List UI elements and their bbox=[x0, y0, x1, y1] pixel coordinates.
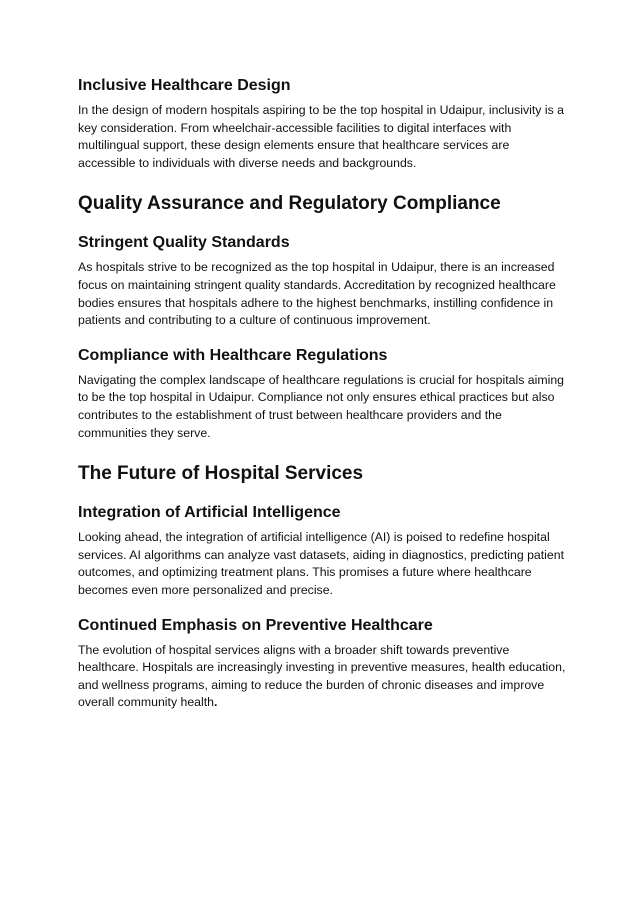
preventive-healthcare-paragraph bbox=[78, 642, 568, 712]
quality-standards-heading: Stringent Quality Standards bbox=[78, 234, 290, 252]
regulations-compliance-heading: Compliance with Healthcare Regulations bbox=[78, 346, 388, 364]
inclusive-design-paragraph: In the design of modern hospitals aspiring to be the top hospital in Udaipur, inclusivity is a key consideration. From wheelchair-accessible facilities to digital interfaces with multilingual support, these design elements ensure that healthcare services are accessible to individuals with diverse needs and backgrounds. bbox=[78, 103, 565, 170]
ai-integration-heading: Integration of Artificial Intelligence bbox=[78, 504, 341, 522]
quality-assurance-heading: Quality Assurance and Regulatory Compliance bbox=[78, 193, 501, 215]
regulations-compliance-paragraph: Navigating the complex landscape of healthcare regulations is crucial for hospitals aiming to be the top hospital in Udaipur. Compliance not only ensures ethical practices but also contributes to the establishment of trust between healthcare providers and the communities they serve. bbox=[78, 372, 564, 440]
ai-integration-paragraph: Looking ahead, the integration of artificial intelligence (AI) is poised to redefine hospital services. AI algorithms can analyze vast datasets, aiding in diagnostics, predicting patient outcomes, and optimizing treatment plans. This promises a future where healthcare becomes even more personalized and precise. bbox=[78, 530, 564, 597]
preventive-healthcare-text: The evolution of hospital services aligns with a broader shift towards preventive healthcare. Hospitals are increasingly investing in preventive measures, health education, and wellness programs, aiming to reduce the burden of chronic diseases and improve overall community health bbox=[78, 642, 566, 710]
document-page bbox=[78, 74, 568, 712]
inclusive-design-heading: Inclusive Healthcare Design bbox=[78, 77, 291, 94]
quality-standards-paragraph: As hospitals strive to be recognized as the top hospital in Udaipur, there is an increased focus on maintaining stringent quality standards. Accreditation by recognized healthcare bodies ensures that hospitals adhere to the highest benchmarks, instilling confidence in patients and contributing to a culture of continuous improvement. bbox=[78, 260, 556, 328]
preventive-healthcare-period: . bbox=[214, 695, 218, 710]
future-services-heading: The Future of Hospital Services bbox=[78, 463, 364, 485]
preventive-healthcare-heading: Continued Emphasis on Preventive Healthcare bbox=[78, 616, 433, 634]
